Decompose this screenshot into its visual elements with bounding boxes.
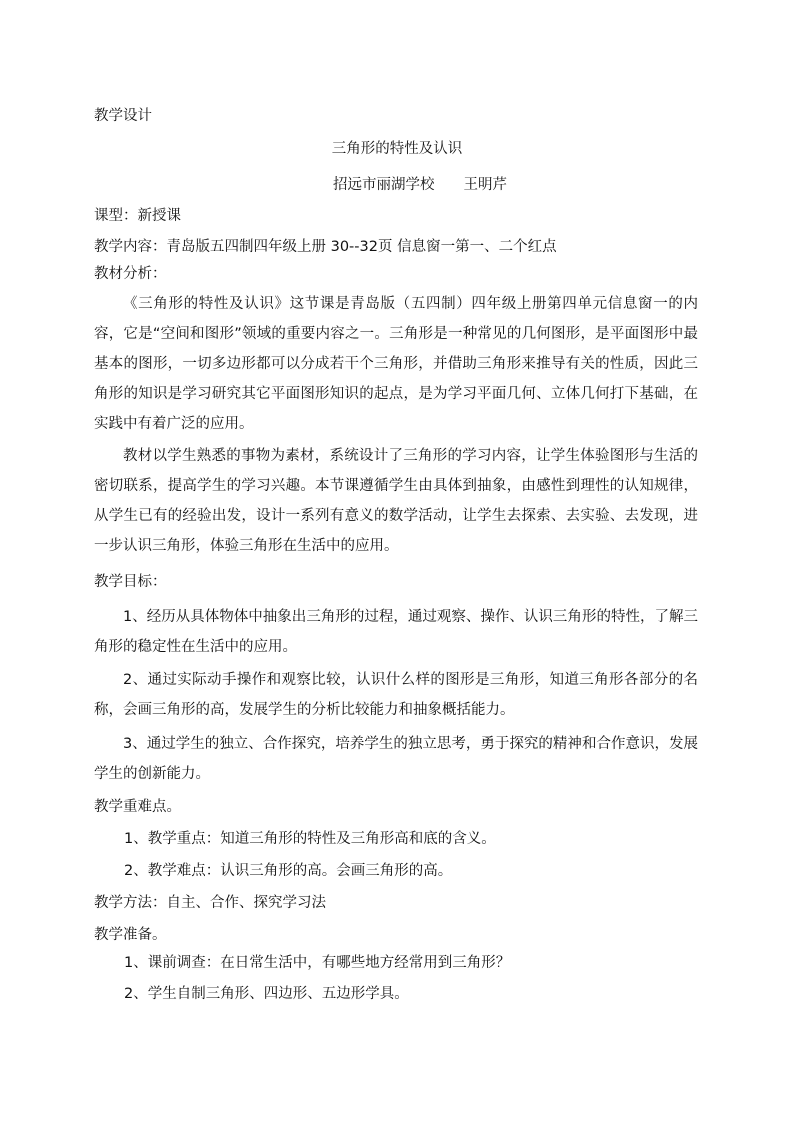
teaching-content: 教学内容：青岛版五四制四年级上册 30--32页 信息窗一第一、二个红点	[94, 239, 557, 255]
prep-item-1: 1、课前调查：在日常生活中，有哪些地方经常用到三角形？	[124, 955, 511, 971]
goal-item-3: 3、通过学生的独立、合作探究，培养学生的独立思考，勇于探究的精神和合作意识，发展学生的创新能力。	[94, 736, 698, 782]
teaching-method: 教学方法：自主、合作、探究学习法	[94, 895, 326, 911]
doc-title: 三角形的特性及认识	[331, 141, 463, 157]
key-point-2: 2、教学难点：认识三角形的高。会画三角形的高。	[124, 863, 453, 879]
course-type: 课型：新授课	[94, 208, 181, 224]
prep-item-2: 2、学生自制三角形、四边形、五边形学具。	[124, 986, 409, 1002]
keypoints-heading: 教学重难点。	[94, 799, 181, 815]
doc-label: 教学设计	[94, 108, 152, 124]
analysis-heading: 教材分析：	[94, 266, 167, 282]
analysis-paragraph-2: 教材以学生熟悉的事物为素材，系统设计了三角形的学习内容，让学生体验图形与生活的密切联系，提高学生的学习兴趣。本节课遵循学生由具体到抽象，由感性到理性的认知规律，从学生已有的经验出发，设计一系列有意义的数学活动，让学生去探索、去实验、去发现，进一步认识三角形，体验三角形在生活中的应用。	[94, 448, 698, 554]
key-point-1: 1、教学重点：知道三角形的特性及三角形高和底的含义。	[124, 831, 496, 847]
goal-item-2: 2、通过实际动手操作和观察比较，认识什么样的图形是三角形，知道三角形各部分的名称，会画三角形的高，发展学生的分析比较能力和抽象概括能力。	[94, 672, 698, 718]
goals-heading: 教学目标：	[94, 574, 167, 590]
prep-heading: 教学准备。	[94, 927, 167, 943]
doc-author: 招远市丽湖学校 王明芹	[333, 177, 507, 193]
goal-item-1: 1、经历从具体物体中抽象出三角形的过程，通过观察、操作、认识三角形的特性，了解三角形的稳定性在生活中的应用。	[94, 609, 698, 655]
analysis-paragraph-1: 《三角形的特性及认识》这节课是青岛版（五四制）四年级上册第四单元信息窗一的内容，它是“空间和图形”领域的重要内容之一。三角形是一种常见的几何图形，是平面图形中最基本的图形，一切多边形都可以分成若干个三角形，并借助三角形来推导有关的性质，因此三角形的知识是学习研究其它平面图形知识的起点，是为学习平面几何、立体几何打下基础，在实践中有着广泛的应用。	[94, 296, 698, 432]
